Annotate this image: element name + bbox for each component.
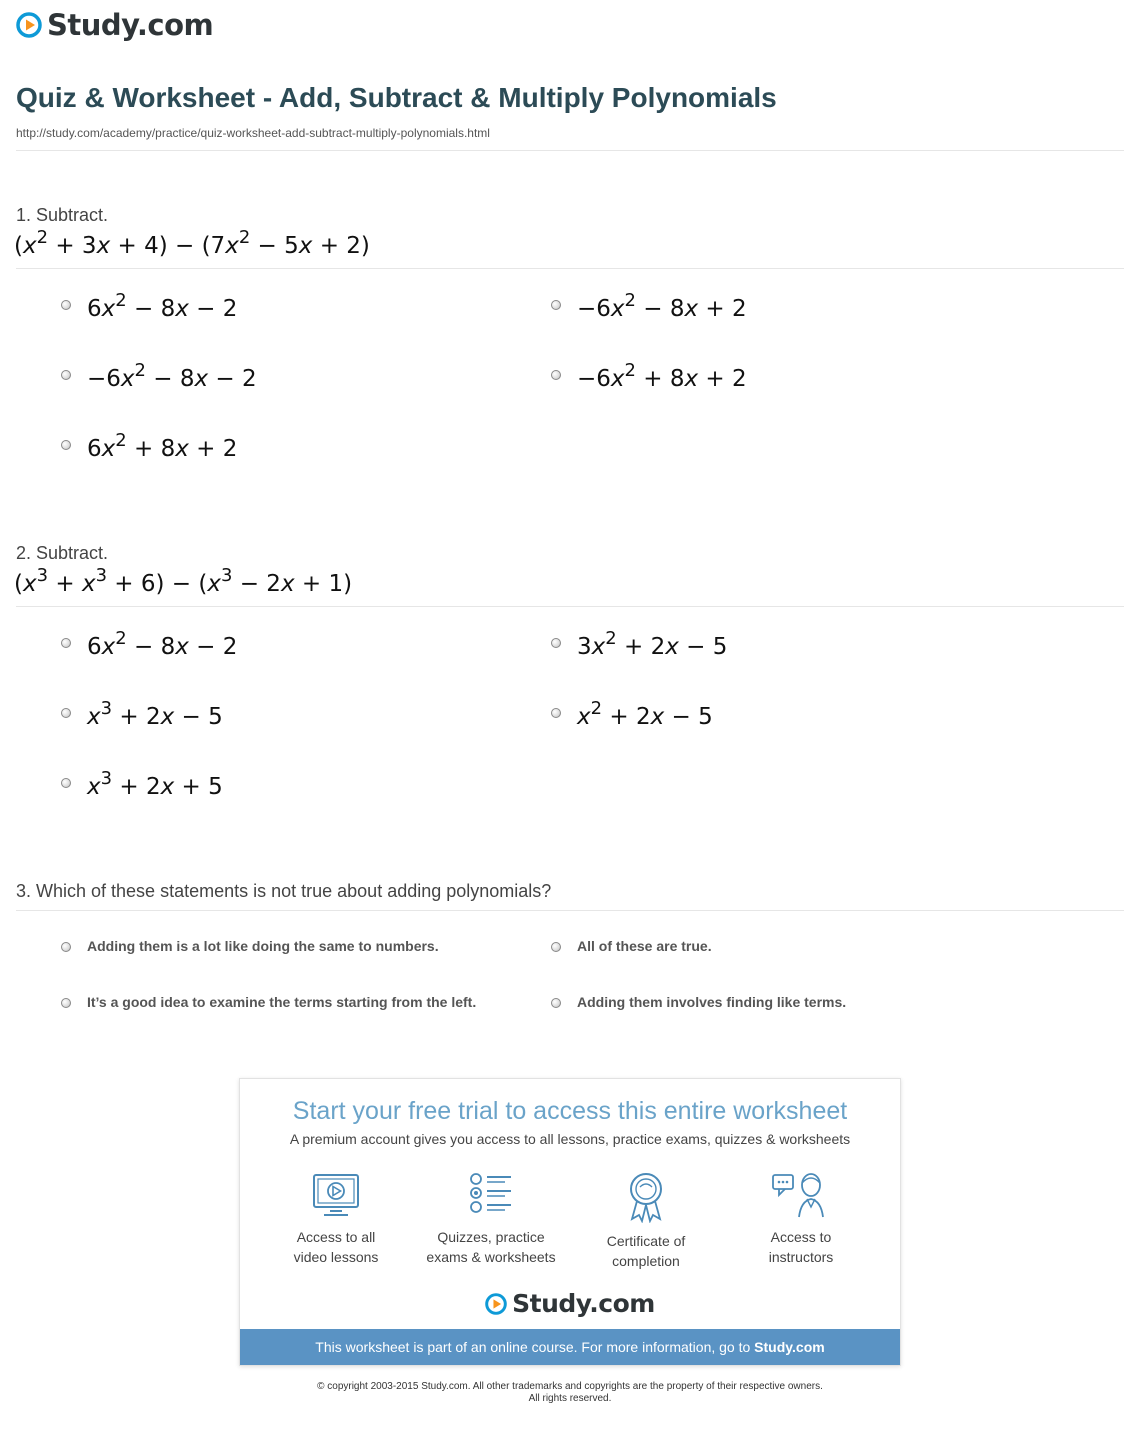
question-1-heading: 1. Subtract. <box>16 205 109 225</box>
radio-button[interactable] <box>551 998 561 1008</box>
feature-certificate <box>571 1171 721 1271</box>
radio-button[interactable] <box>61 998 71 1008</box>
feature-label: Quizzes, practice <box>437 1229 545 1245</box>
logo-wordmark: Study.com <box>512 1289 655 1318</box>
option-label: $-6x^2 + 8x + 2$ <box>577 360 747 392</box>
radio-button[interactable] <box>61 942 71 952</box>
quiz-list-icon <box>465 1171 517 1219</box>
q1-option-e[interactable] <box>61 430 238 462</box>
promo-bar-text: This worksheet is part of an online course. For more information, go to <box>315 1339 751 1355</box>
option-label: $x^3 + 2x + 5$ <box>87 768 223 800</box>
feature-label: completion <box>612 1253 680 1269</box>
radio-button[interactable] <box>61 440 71 450</box>
q1-option-d[interactable] <box>551 360 747 392</box>
radio-button[interactable] <box>61 300 71 310</box>
feature-instructors <box>726 1171 876 1267</box>
promo-title[interactable]: Start your free trial to access this entire worksheet <box>292 1097 848 1125</box>
radio-button[interactable] <box>61 708 71 718</box>
option-label: $6x^2 + 8x + 2$ <box>87 430 238 462</box>
q2-option-d[interactable] <box>551 698 713 730</box>
study-logo[interactable] <box>16 8 213 42</box>
copyright-line: All rights reserved. <box>528 1393 612 1404</box>
feature-quizzes <box>416 1171 566 1267</box>
divider <box>16 150 1124 151</box>
q2-option-c[interactable] <box>61 698 223 730</box>
question-1-expression: $(x^2 + 3x + 4) - (7x^2 - 5x + 2)$ <box>14 227 370 259</box>
q3-option-d[interactable] <box>551 994 846 1010</box>
instructor-chat-icon <box>771 1171 831 1219</box>
q2-option-b[interactable] <box>551 628 728 660</box>
promo-study-logo[interactable] <box>240 1289 900 1318</box>
question-3-heading: 3. Which of these statements is not true about adding polynomials? <box>16 881 552 901</box>
option-label: $3x^2 + 2x - 5$ <box>577 628 728 660</box>
option-label: Adding them involves finding like terms. <box>577 994 847 1010</box>
option-label: $6x^2 - 8x - 2$ <box>87 290 238 322</box>
feature-label: video lessons <box>293 1249 379 1265</box>
option-label: $-6x^2 - 8x - 2$ <box>87 360 257 392</box>
promo-footer-bar[interactable] <box>240 1329 900 1365</box>
option-label: Adding them is a lot like doing the same to numbers. <box>87 938 439 954</box>
copyright-line: © copyright 2003-2015 Study.com. All other trademarks and copyrights are the property of their respective owners. <box>317 1381 823 1392</box>
page-url[interactable]: http://study.com/academy/practice/quiz-worksheet-add-subtract-multiply-polynomials.html <box>16 126 490 140</box>
option-label: $6x^2 - 8x - 2$ <box>87 628 238 660</box>
radio-button[interactable] <box>551 638 561 648</box>
radio-button[interactable] <box>61 778 71 788</box>
q3-option-a[interactable] <box>61 938 439 954</box>
feature-label: exams & worksheets <box>426 1249 556 1265</box>
copyright-notice <box>0 1381 1140 1405</box>
q1-option-a[interactable] <box>61 290 238 322</box>
q1-option-c[interactable] <box>61 360 257 392</box>
play-circle-icon <box>16 12 42 38</box>
page-title: Quiz & Worksheet - Add, Subtract & Multiply Polynomials <box>16 82 777 113</box>
play-circle-icon <box>485 1293 507 1315</box>
premium-promo-box <box>239 1078 901 1366</box>
certificate-ribbon-icon <box>620 1171 672 1223</box>
feature-label: Access to <box>770 1229 832 1245</box>
option-label: $x^2 + 2x - 5$ <box>577 698 713 730</box>
radio-button[interactable] <box>551 942 561 952</box>
feature-label: Access to all <box>296 1229 376 1245</box>
feature-label: instructors <box>768 1249 834 1265</box>
divider <box>16 910 1124 911</box>
promo-bar-link[interactable]: Study.com <box>754 1339 825 1355</box>
feature-label: Certificate of <box>606 1233 686 1249</box>
question-2-expression: $(x^3 + x^3 + 6) - (x^3 - 2x + 1)$ <box>14 565 353 597</box>
video-lesson-icon <box>310 1171 362 1219</box>
option-label: $x^3 + 2x - 5$ <box>87 698 223 730</box>
divider <box>16 268 1124 269</box>
radio-button[interactable] <box>61 638 71 648</box>
question-2-heading: 2. Subtract. <box>16 543 109 563</box>
feature-video-lessons <box>261 1171 411 1267</box>
q2-option-a[interactable] <box>61 628 238 660</box>
divider <box>16 606 1124 607</box>
radio-button[interactable] <box>551 300 561 310</box>
q2-option-e[interactable] <box>61 768 223 800</box>
radio-button[interactable] <box>551 370 561 380</box>
q3-option-b[interactable] <box>551 938 712 954</box>
q3-option-c[interactable] <box>61 994 476 1010</box>
promo-subtitle: A premium account gives you access to all lessons, practice exams, quizzes & worksheets <box>289 1131 851 1147</box>
q1-option-b[interactable] <box>551 290 747 322</box>
radio-button[interactable] <box>61 370 71 380</box>
option-label: It’s a good idea to examine the terms starting from the left. <box>87 994 477 1010</box>
logo-wordmark: Study.com <box>47 8 214 42</box>
option-label: $-6x^2 - 8x + 2$ <box>577 290 747 322</box>
radio-button[interactable] <box>551 708 561 718</box>
option-label: All of these are true. <box>577 938 712 954</box>
